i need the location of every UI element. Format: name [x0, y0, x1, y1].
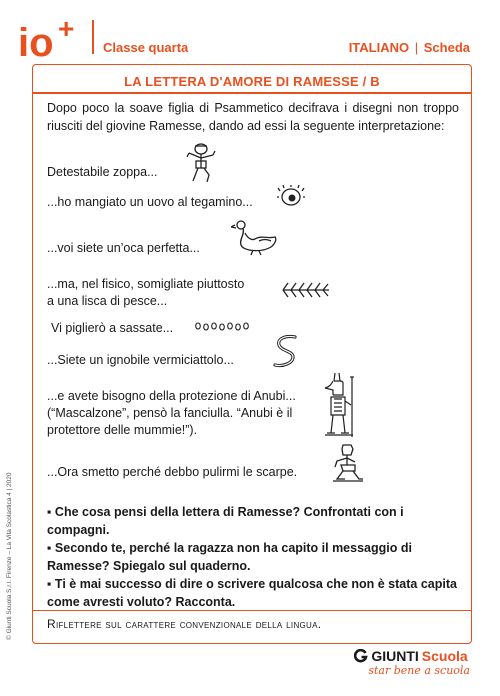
question-text: Che cosa pensi della lettera di Ramesse? Confrontati con i compagni. [47, 505, 404, 537]
sheet-type: Scheda [423, 40, 470, 55]
goose-icon [231, 217, 279, 257]
letter-line-7b: (“Mascalzone”, pensò la fanciulla. “Anubi è il [47, 406, 293, 420]
header-divider [92, 20, 94, 54]
letter-line-7a: ...e avete bisogno della protezione di Anubi... [47, 389, 296, 403]
fishbone-icon [281, 281, 331, 299]
io-plus-logo [18, 16, 88, 60]
question-bullet: ▪ [47, 541, 52, 555]
learning-objective: Riflettere sul carattere convenzionale della lingua. [47, 617, 322, 631]
letter-line-3: ...voi siete un’oca perfetta... [47, 241, 200, 255]
letter-line-2: ...ho mangiato un uovo al tegamino... [47, 195, 253, 209]
class-label: Classe quarta [103, 40, 189, 55]
eye-icon [277, 185, 305, 209]
anubis-icon [321, 371, 357, 439]
subject-name: ITALIANO [348, 40, 410, 55]
worksheet-frame [32, 64, 472, 644]
question-item [47, 503, 459, 539]
publisher-tagline: star bene a scuola [368, 664, 470, 677]
logo-plus: + [58, 16, 75, 44]
publisher-brand [354, 648, 470, 677]
questions-list [47, 503, 459, 611]
letter-line-5: Vi piglierò a sassate... [51, 321, 174, 335]
letter-line-7c: protettore delle mummie!”). [47, 423, 198, 437]
copyright-credit: © Giunti Scuola S.r.l. Firenze – La Vita Scolastica 4 | 2020 [6, 472, 13, 640]
giunti-g-icon [354, 649, 368, 663]
publisher-name-accent: Scuola [421, 648, 468, 664]
logo-text: io [18, 21, 54, 60]
footer-rule [33, 610, 471, 611]
question-bullet: ▪ [47, 505, 52, 519]
letter-line-1: Detestabile zoppa... [47, 165, 158, 179]
question-item [47, 539, 459, 575]
letter-line-6: ...Siete un ignobile vermiciattolo... [47, 353, 234, 367]
question-bullet: ▪ [47, 577, 52, 591]
limping-figure-icon [181, 141, 221, 185]
publisher-name [354, 648, 470, 664]
question-text: Ti è mai successo di dire o scrivere qualcosa che non è stata capita come avresti voluto? Racconta. [47, 577, 457, 609]
question-item [47, 575, 459, 611]
title-rule [33, 92, 471, 94]
publisher-name-main: GIUNTI [371, 648, 419, 664]
kneeling-figure-icon [331, 443, 365, 483]
letter-line-8: ...Ora smetto perché debbo pulirmi le scarpe. [47, 465, 298, 479]
letter-line-4a: ...ma, nel fisico, somigliate piuttosto [47, 277, 245, 291]
subject-separator: | [414, 40, 419, 55]
pebbles-icon [195, 321, 255, 331]
letter-line-4b: a una lisca di pesce... [47, 294, 168, 308]
intro-paragraph: Dopo poco la soave figlia di Psammetico decifrava i disegni non troppo riusciti del giovine Ramesse, dando ad essi la seguente interpretazione: [47, 101, 459, 133]
subject-label [349, 40, 470, 55]
worm-icon [271, 333, 301, 371]
worksheet-title: LA LETTERA D'AMORE DI RAMESSE / B [124, 74, 380, 89]
question-text: Secondo te, perché la ragazza non ha capito il messaggio di Ramesse? Spiegalo sul quaderno. [47, 541, 412, 573]
